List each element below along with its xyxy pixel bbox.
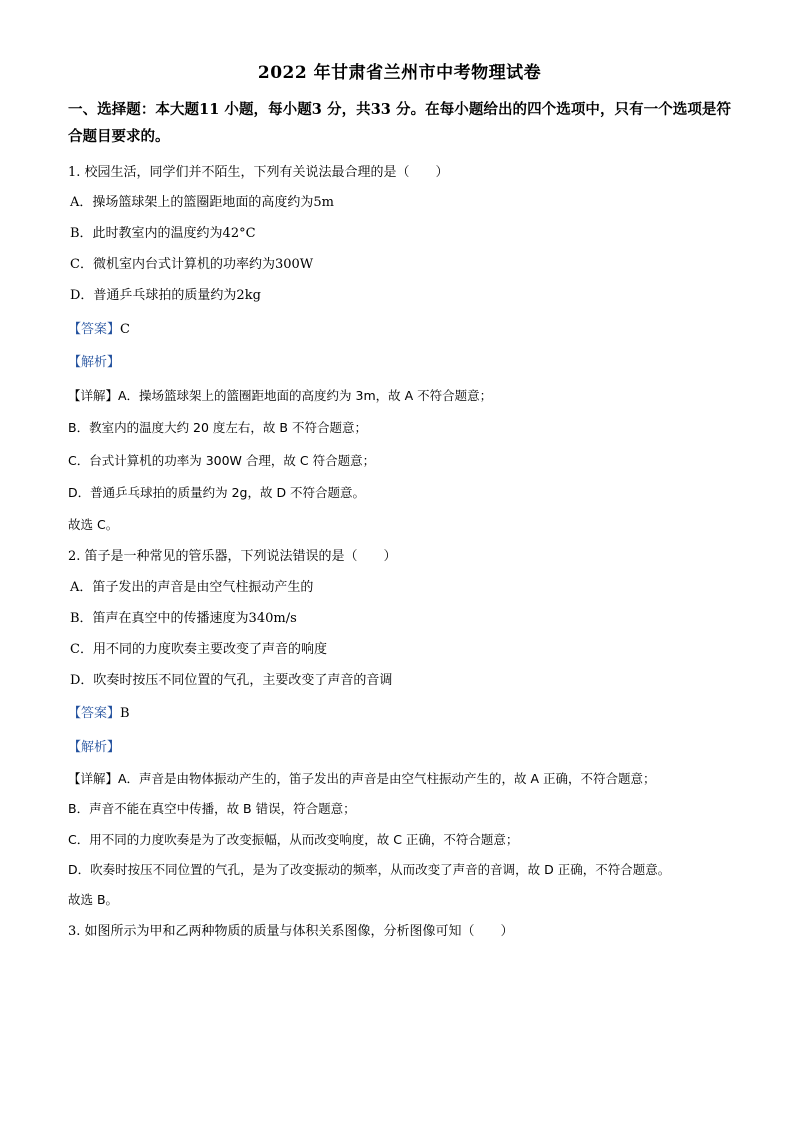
option-item: D．普通乒乓球拍的质量约为2kg <box>70 287 261 303</box>
question-block <box>68 547 731 910</box>
answer-value: B <box>120 706 130 722</box>
question-stem <box>68 547 731 568</box>
option-item: A．笛子发出的声音是由空气柱振动产生的 <box>70 580 314 596</box>
analysis-line <box>68 353 731 374</box>
question-text: 校园生活，同学们并不陌生，下列有关说法最合理的是（ ） <box>84 164 449 180</box>
option-item: B．此时教室内的温度约为42°C <box>70 226 256 242</box>
explanation-line: C．用不同的力度吹奏是为了改变振幅，从而改变响度，故 C 正确，不符合题意； <box>68 831 519 847</box>
question-stem <box>68 922 731 943</box>
answer-tag: 【答案】 <box>68 706 121 722</box>
explanation-line: 故选 C。 <box>68 517 119 533</box>
question-stem <box>68 163 731 184</box>
explanation-line: D．吹奏时按压不同位置的气孔，是为了改变振动的频率，从而改变了声音的音调，故 D 正确，不符合题意。 <box>68 861 671 877</box>
explanation-line: B．声音不能在真空中传播，故 B 错误，符合题意； <box>68 801 356 817</box>
question-block <box>68 163 731 536</box>
question-number: 1. <box>68 164 81 180</box>
option-item: A．操场篮球架上的篮圈距地面的高度约为5m <box>70 195 334 211</box>
question-text: 如图所示为甲和乙两种物质的质量与体积关系图像，分析图像可知（ ） <box>84 924 514 940</box>
answer-tag: 【答案】 <box>68 321 121 337</box>
question-block <box>68 922 731 943</box>
option-item: C．用不同的力度吹奏主要改变了声音的响度 <box>70 641 327 657</box>
question-number: 3. <box>68 924 81 940</box>
answer-value: C <box>120 321 130 337</box>
analysis-line <box>68 738 731 759</box>
section-heading: 一、选择题：本大题11 小题，每小题3 分，共33 分。在每小题给出的四个选项中，只有一个选项是符合题目要求的。 <box>68 101 731 145</box>
question-text: 笛子是一种常见的管乐器，下列说法错误的是（ ） <box>84 549 397 565</box>
explanation-line: C．台式计算机的功率为 300W 合理，故 C 符合题意； <box>68 452 376 468</box>
analysis-tag: 【解析】 <box>68 355 121 371</box>
option-item: C．微机室内台式计算机的功率约为300W <box>70 257 314 273</box>
option-item: D．吹奏时按压不同位置的气孔，主要改变了声音的音调 <box>70 672 393 688</box>
option-item: B．笛声在真空中的传播速度为340m/s <box>70 611 297 627</box>
explanation-line: D．普通乒乓球拍的质量约为 2g，故 D 不符合题意。 <box>68 484 366 500</box>
analysis-tag: 【解析】 <box>68 740 121 756</box>
explanation-line: 故选 B。 <box>68 892 119 908</box>
explanation-line: 【详解】A．操场篮球架上的篮圈距地面的高度约为 3m，故 A 不符合题意； <box>68 388 493 404</box>
page-title: 2022 年甘肃省兰州市中考物理试卷 <box>257 63 542 83</box>
answer-line <box>68 704 731 725</box>
explanation-line: 【详解】A．声音是由物体振动产生的，笛子发出的声音是由空气柱振动产生的，故 A 正确，不符合题意； <box>68 771 656 787</box>
question-number: 2. <box>68 549 81 565</box>
answer-line <box>68 320 731 341</box>
explanation-line: B．教室内的温度大约 20 度左右，故 B 不符合题意； <box>68 420 367 436</box>
